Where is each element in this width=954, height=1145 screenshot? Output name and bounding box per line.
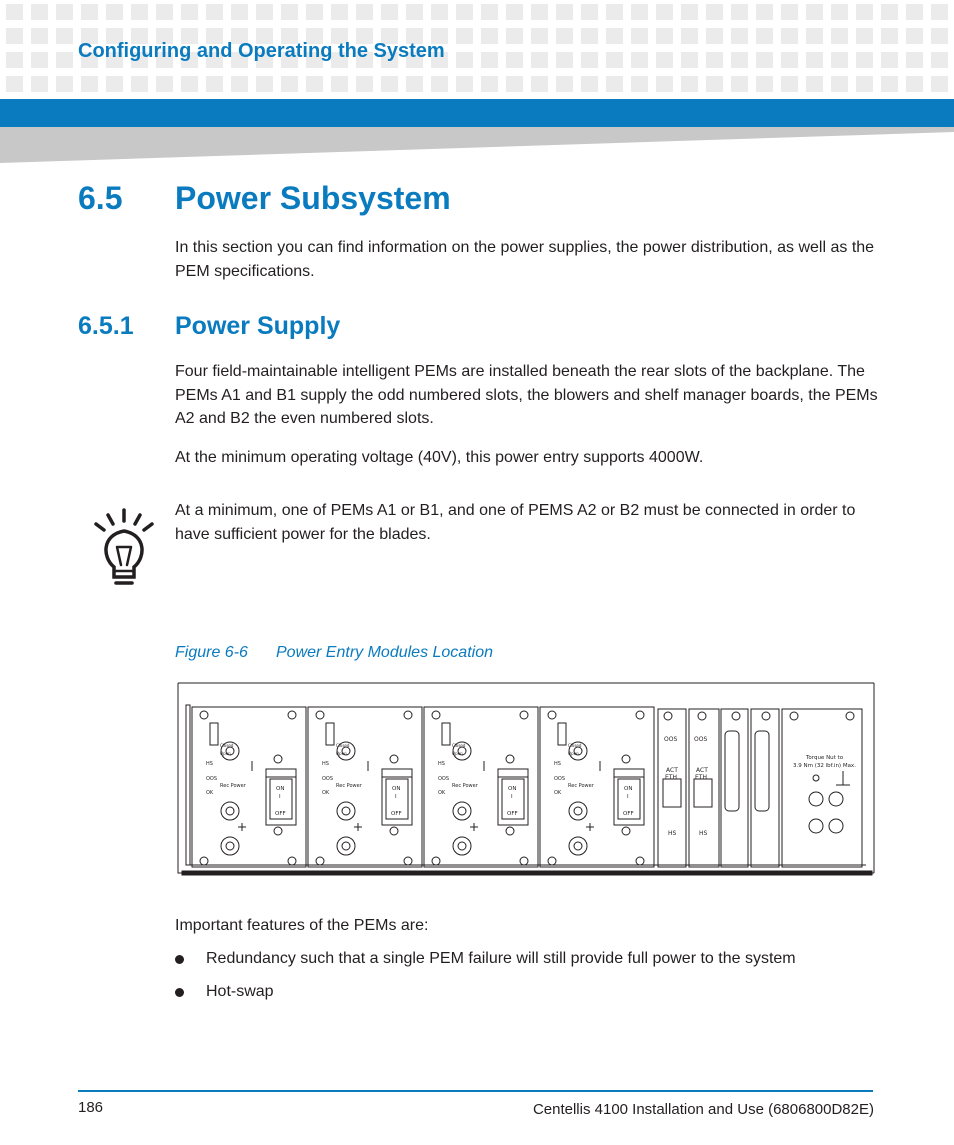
figure-caption: Power Entry Modules Location — [276, 644, 493, 661]
header-wedge — [0, 127, 954, 163]
svg-text:ON: ON — [508, 786, 517, 792]
oos-label: OOS — [664, 736, 678, 743]
svg-text:OFF: OFF — [391, 811, 402, 817]
pem-module — [308, 707, 422, 867]
page-number: 186 — [78, 1099, 104, 1116]
subsection-title: Power Supply — [175, 312, 341, 340]
svg-text:Open: Open — [336, 751, 347, 756]
svg-text:Rec Power: Rec Power — [452, 783, 478, 789]
svg-text:Open: Open — [568, 751, 579, 756]
svg-text:OOS: OOS — [438, 776, 450, 782]
svg-text:I: I — [627, 794, 629, 800]
figure-label: Figure 6-6 — [175, 644, 248, 661]
pem-module — [424, 707, 538, 867]
svg-text:HS: HS — [554, 761, 561, 767]
svg-text:HS: HS — [206, 761, 213, 767]
subsection-para-1: Four field-maintainable intelligent PEMs are installed beneath the rear slots of the backplane. The PEMs A1 and B1 supply the odd numbered slots, the blowers and shelf manager boards, the PEMs A2 and B2 the even numbered slots. — [175, 363, 878, 427]
svg-text:ON: ON — [276, 786, 285, 792]
svg-text:Closed: Closed — [336, 743, 350, 748]
features-intro: Important features of the PEMs are: — [175, 917, 429, 934]
lightbulb-icon — [92, 507, 156, 587]
subsection-para-2: At the minimum operating voltage (40V), this power entry supports 4000W. — [175, 449, 704, 466]
torque-line-2: 3.9 Nm (32 lbf.in) Max. — [793, 763, 856, 769]
eth-label: ETH — [665, 774, 677, 781]
bullet-icon — [175, 955, 184, 964]
note-text: At a minimum, one of PEMs A1 or B1, and one of PEMS A2 or B2 must be connected in order to have sufficient power for the blades. — [175, 502, 856, 543]
svg-text:Closed: Closed — [452, 743, 466, 748]
svg-text:Rec Power: Rec Power — [336, 783, 362, 789]
hs-label-fan2: HS — [699, 830, 708, 837]
svg-text:OK: OK — [322, 790, 330, 796]
header-bar — [0, 99, 954, 127]
svg-text:OFF: OFF — [623, 811, 634, 817]
svg-text:Closed: Closed — [568, 743, 582, 748]
svg-text:OOS: OOS — [206, 776, 218, 782]
svg-text:I: I — [279, 794, 281, 800]
document-title: Centellis 4100 Installation and Use (6806800D82E) — [532, 1101, 874, 1118]
bullet-icon — [175, 988, 184, 997]
svg-text:I: I — [511, 794, 513, 800]
svg-text:OK: OK — [554, 790, 562, 796]
svg-text:OOS: OOS — [554, 776, 566, 782]
svg-text:HS: HS — [322, 761, 329, 767]
svg-text:Rec Power: Rec Power — [568, 783, 594, 789]
oos-label-2: OOS — [694, 736, 708, 743]
hs-label-fan1: HS — [668, 830, 677, 837]
svg-text:ON: ON — [392, 786, 401, 792]
pem-module — [540, 707, 654, 867]
chapter-title: Configuring and Operating the System — [78, 40, 445, 62]
section-number: 6.5 — [78, 180, 123, 216]
svg-text:OOS: OOS — [322, 776, 334, 782]
footer-rule — [78, 1090, 873, 1092]
svg-text:OFF: OFF — [507, 811, 518, 817]
eth-label-2: ETH — [695, 774, 707, 781]
svg-text:Open: Open — [220, 751, 231, 756]
act-label-2: ACT — [696, 767, 708, 774]
subsection-number: 6.5.1 — [78, 312, 134, 340]
act-label: ACT — [666, 767, 678, 774]
section-title: Power Subsystem — [175, 180, 451, 216]
svg-text:ON: ON — [624, 786, 633, 792]
pem-location-figure — [176, 681, 876, 877]
svg-text:Closed: Closed — [220, 743, 234, 748]
torque-line-1: Torque Nut to — [806, 755, 844, 761]
svg-text:OFF: OFF — [275, 811, 286, 817]
pem-module — [192, 707, 306, 867]
section-intro: In this section you can find information on the power supplies, the power distribution, as well as the PEM specifications. — [175, 239, 875, 280]
svg-text:I: I — [395, 794, 397, 800]
svg-text:Rec Power: Rec Power — [220, 783, 246, 789]
svg-text:OK: OK — [438, 790, 446, 796]
svg-text:OK: OK — [206, 790, 214, 796]
svg-text:Open: Open — [452, 751, 463, 756]
svg-text:HS: HS — [438, 761, 445, 767]
